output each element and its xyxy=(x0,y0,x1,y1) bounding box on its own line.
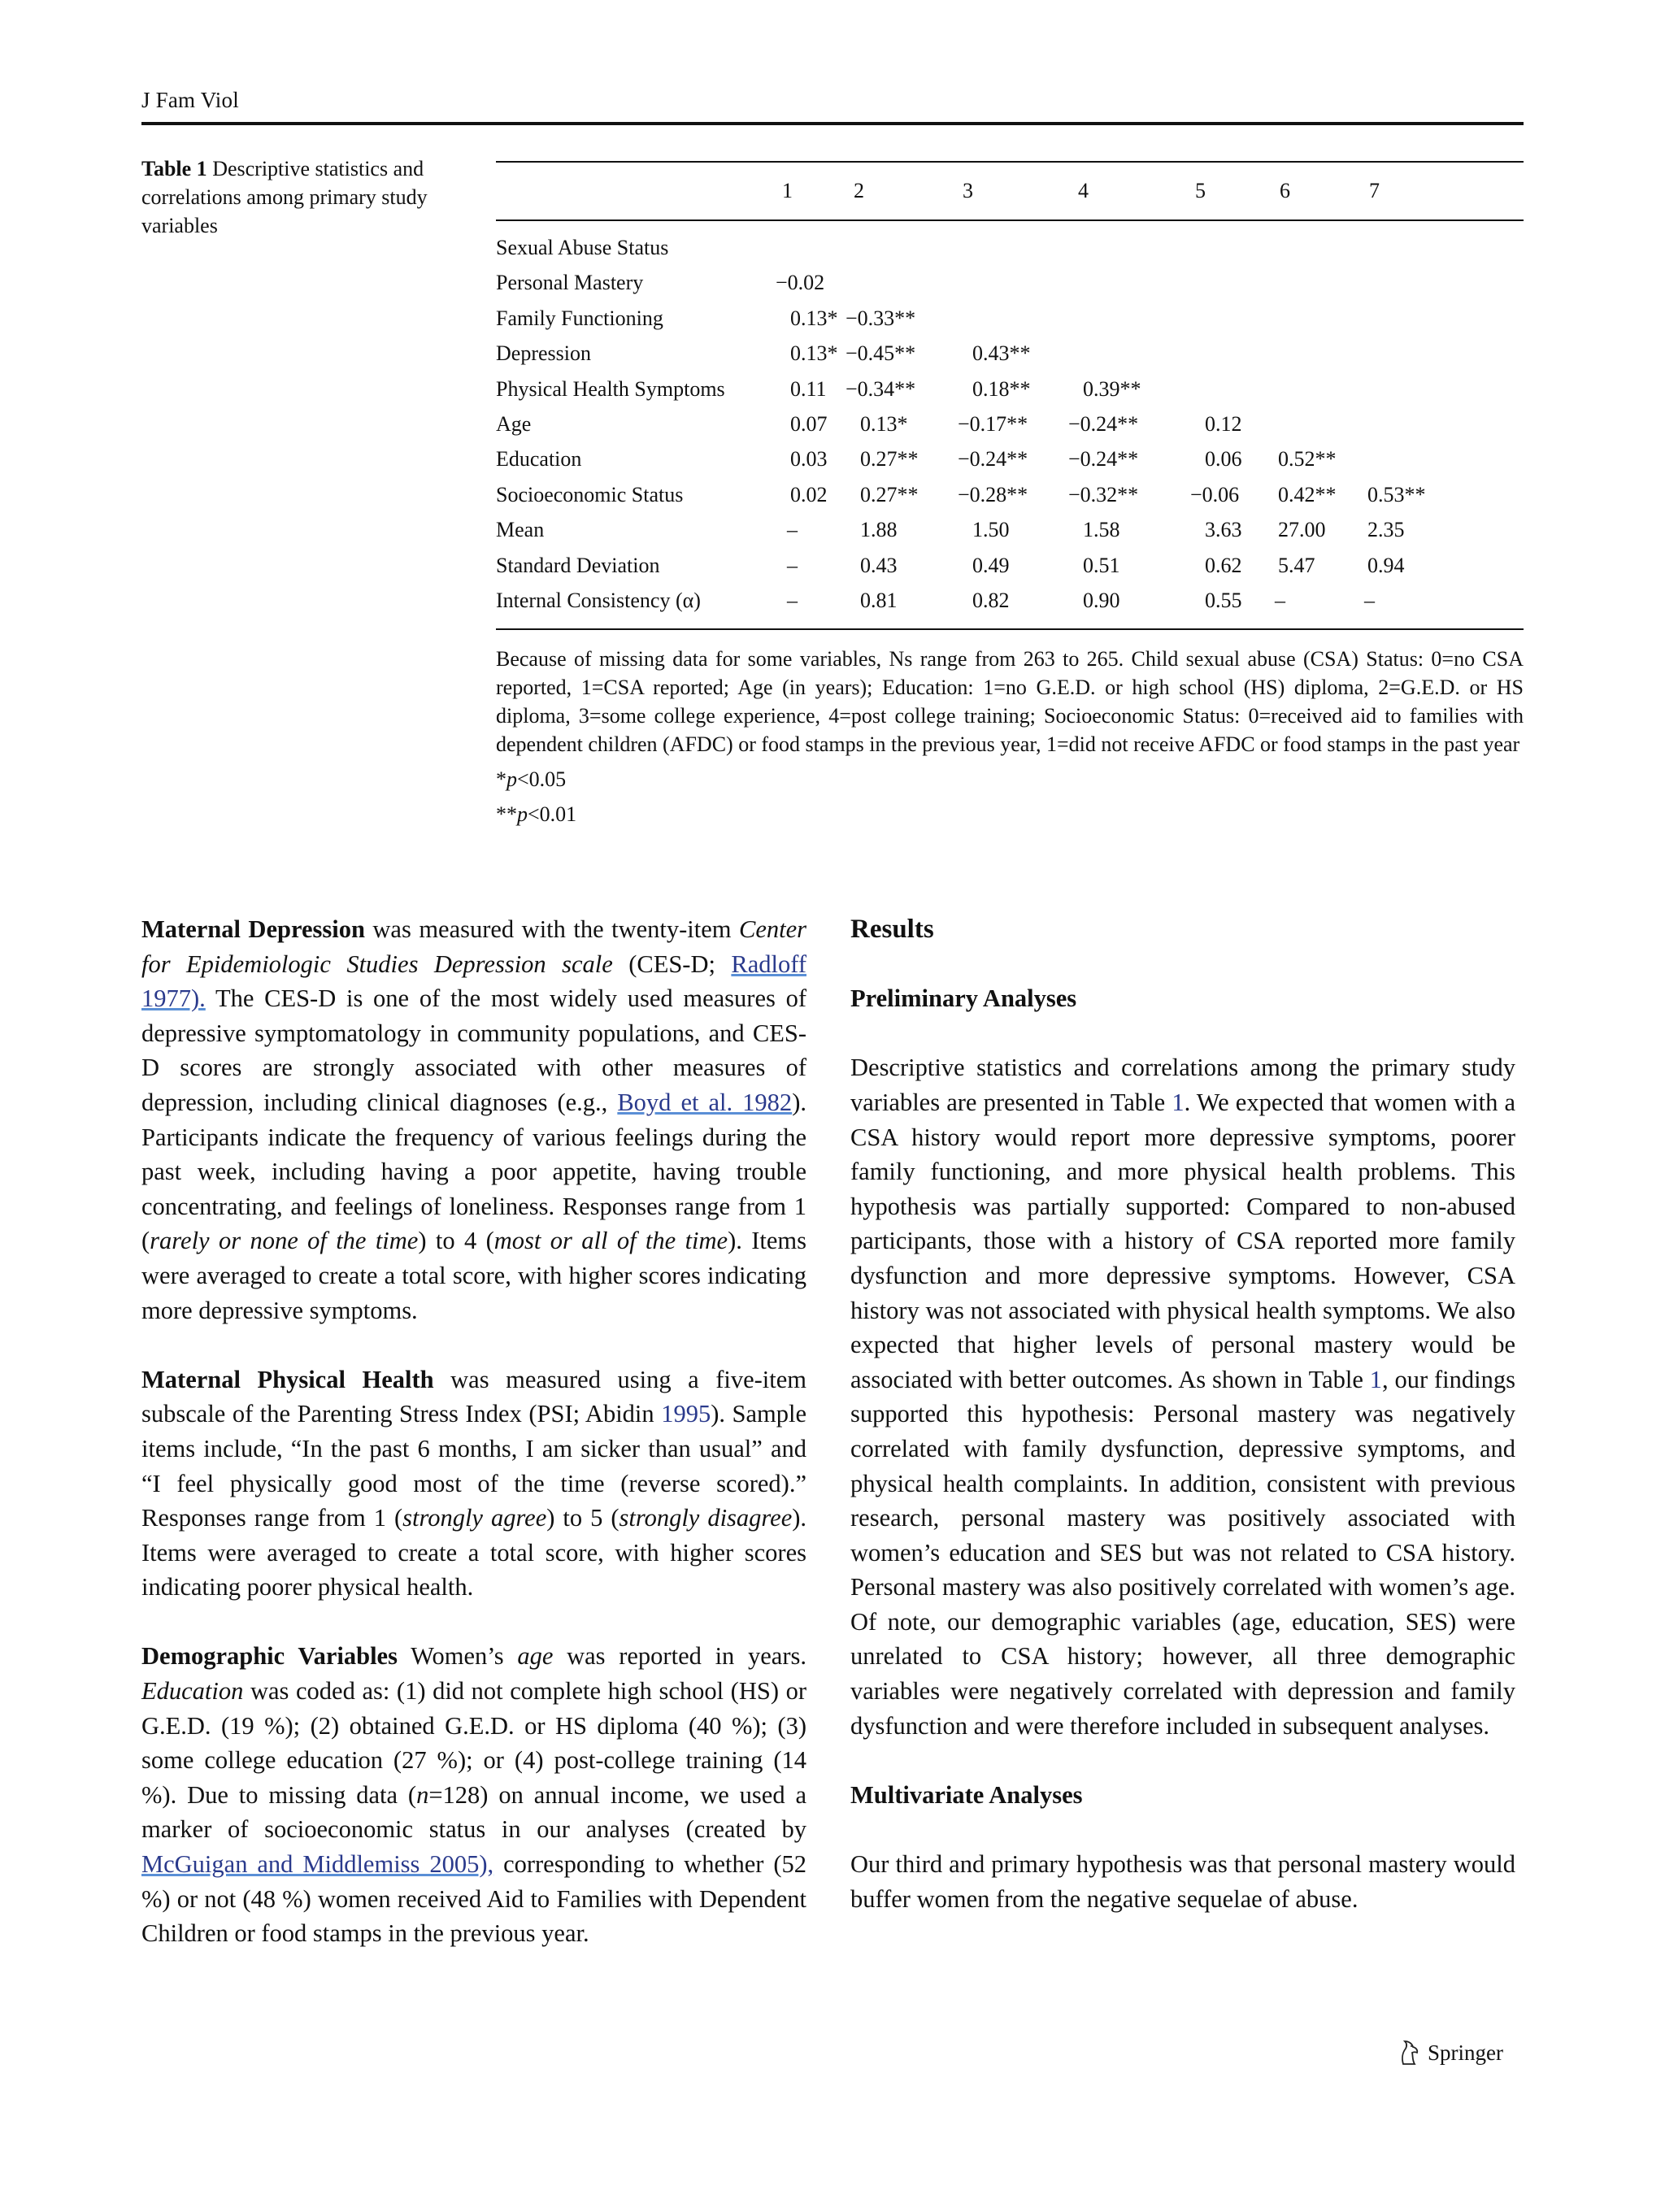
table-col-header-2: 2 xyxy=(854,179,864,202)
table-cell: 0.13* xyxy=(860,411,908,436)
table-cell: 0.81 xyxy=(860,588,898,612)
paragraph-preliminary-analyses: Descriptive statistics and correlations among the primary study variables are presented in Table 1. We expected that women with a CSA history would report more depressive symptoms, poorer family functioning, and more physical health problems. This hypothesis was partially supported: Compared to non-abused participants, those with a history of CSA reported more family dysfunction and more depressive symptoms. However, CSA history was not associated with physical health symptoms. We also expected that higher levels of personal mastery would be associated with better outcomes. As shown in Table 1, our findings supported this hypothesis: Personal mastery was negatively correlated with family dysfunction, depressive symptoms, and physical health complaints. In addition, consistent with previous research, personal mastery was positively associated with women’s education and SES but was not related to CSA history. Personal mastery was also positively correlated with women’s age. Of note, our demographic variables (age, education, SES) were unrelated to CSA history; however, all three demographic variables were negatively correlated with depression and family dysfunction and were therefore included in subsequent analyses. xyxy=(850,1054,1515,1740)
table-cell: 3.63 xyxy=(1205,518,1242,542)
table-note: Because of missing data for some variables, Ns range from 263 to 265. Child sexual abuse (CSA) Status: 0=no CSA reported, 1=CSA reported; Age (in years); Education: 1=no G.E.D. or high school (HS) diploma, 2=G.E.D. or HS diploma, 3=some college experience, 4=post college training; Socioeconomic Status: 0=received aid to families with dependent children (AFDC) or food stamps in the previous year, 1=did not receive AFDC or food stamps in the past year xyxy=(496,647,1524,757)
table-row-label: Depression xyxy=(496,341,591,366)
table-row xyxy=(496,266,1524,301)
paragraph-multivariate-analyses: Our third and primary hypothesis was that personal mastery would buffer women from the negative sequelae of abuse. xyxy=(850,1850,1515,1913)
table-cell: – xyxy=(787,518,798,542)
subsection-heading-preliminary: Preliminary Analyses xyxy=(850,984,1077,1013)
table-cell: 0.13* xyxy=(790,306,838,330)
citation-link-abidin[interactable]: 1995 xyxy=(661,1400,711,1428)
table-cell: −0.45** xyxy=(846,341,916,366)
table-cell: −0.06 xyxy=(1190,482,1240,506)
table-col-header-7: 7 xyxy=(1369,179,1380,202)
table-row-label: Education xyxy=(496,447,582,472)
table-row xyxy=(496,231,1524,266)
table-ref-link-2[interactable]: 1 xyxy=(1369,1365,1382,1393)
significance-note-2: **p<0.01 xyxy=(496,802,577,827)
table-cell: 1.50 xyxy=(972,518,1010,542)
table-1 xyxy=(496,161,1524,828)
table-col-header-4: 4 xyxy=(1078,179,1089,202)
table-cell: 0.82 xyxy=(972,588,1010,612)
table-cell: 5.47 xyxy=(1278,553,1315,577)
table-row xyxy=(496,442,1524,477)
table-cell: 0.27** xyxy=(860,447,919,472)
citation-link-boyd[interactable]: Boyd et al. 1982 xyxy=(617,1088,793,1116)
table-ref-link-1[interactable]: 1 xyxy=(1172,1088,1185,1116)
table-cell: 0.90 xyxy=(1083,588,1120,612)
table-row xyxy=(496,302,1524,337)
section-heading-results: Results xyxy=(850,915,934,944)
table-cell: 0.49 xyxy=(972,553,1010,577)
table-cell: 0.02 xyxy=(790,482,828,506)
header-rule xyxy=(141,122,1524,125)
table-row xyxy=(496,407,1524,442)
table-row-label: Socioeconomic Status xyxy=(496,482,684,506)
table-row-label: Mean xyxy=(496,518,545,542)
table-cell: −0.32** xyxy=(1068,482,1139,506)
table-cell: −0.02 xyxy=(776,271,825,295)
table-cell: 0.06 xyxy=(1205,447,1242,472)
table-cell: 0.52** xyxy=(1278,447,1337,472)
subsection-heading-multivariate: Multivariate Analyses xyxy=(850,1780,1083,1809)
table-cell: 0.43** xyxy=(972,341,1031,366)
table-cell: −0.33** xyxy=(846,306,916,330)
table-cell: 0.94 xyxy=(1367,553,1405,577)
correlation-table xyxy=(496,163,1524,630)
table-cell: 2.35 xyxy=(1367,518,1405,542)
table-row-label: Personal Mastery xyxy=(496,271,644,295)
table-cell: 0.39** xyxy=(1083,376,1141,401)
significance-note-1: *p<0.05 xyxy=(496,767,567,792)
table-header-row xyxy=(496,163,1524,219)
paragraph-maternal-physical-health: Maternal Physical Health was measured using a five-item subscale of the Parenting Stress Index (PSI; Abidin 1995). Sample items include, “In the past 6 months, I am sicker than usual” and “I feel physically good most of the time (reverse scored).” Responses range from 1 (strongly agree) to 5 (strongly disagree). Items were averaged to create a total score, with higher scores indicating poorer physical health. xyxy=(141,1365,807,1601)
left-column xyxy=(141,912,806,1985)
table-cell: – xyxy=(787,588,798,612)
table-row-label: Age xyxy=(496,411,532,436)
table-cell: 0.53** xyxy=(1367,482,1426,506)
table-cell: – xyxy=(787,553,798,577)
table-cell: −0.24** xyxy=(1068,447,1139,472)
paragraph-maternal-depression: Maternal Depression was measured with the twenty-item Center for Epidemiologic Studies Depression scale (CES-D; Radloff 1977). The CES-D is one of the most widely used measures of depressive symptomatology in community populations, and CES-D scores are strongly associated with other measures of depression, including clinical diagnoses (e.g., Boyd et al. 1982). Participants indicate the frequency of various feelings during the past week, including having a poor appetite, having trouble concentrating, and feelings of loneliness. Responses range from 1 (rarely or none of the time) to 4 (most or all of the time). Items were averaged to create a total score, with higher scores indicating more depressive symptoms. xyxy=(141,915,807,1324)
table-row-label: Standard Deviation xyxy=(496,553,660,577)
table-cell: 0.13* xyxy=(790,341,838,366)
table-cell: −0.24** xyxy=(958,447,1028,472)
table-cell: 0.11 xyxy=(790,376,827,401)
running-head: J Fam Viol xyxy=(141,88,239,112)
table-row xyxy=(496,584,1524,619)
table-cell: −0.34** xyxy=(846,376,916,401)
table-row xyxy=(496,478,1524,513)
right-column xyxy=(850,912,1515,1951)
table-cell: 0.03 xyxy=(790,447,828,472)
table-caption-text: Descriptive statistics and correlations among primary study variables xyxy=(141,157,428,237)
table-cell: 0.51 xyxy=(1083,553,1120,577)
table-cell: 0.18** xyxy=(972,376,1031,401)
table-row xyxy=(496,513,1524,548)
table-caption-label: Table 1 xyxy=(141,157,207,180)
springer-horse-icon xyxy=(1397,2039,1421,2066)
table-row-label: Physical Health Symptoms xyxy=(496,376,725,401)
citation-link-radloff[interactable]: Radloff 1977). xyxy=(141,950,806,1013)
table-col-header-5: 5 xyxy=(1195,179,1206,202)
table-cell: −0.24** xyxy=(1068,411,1139,436)
table-col-header-3: 3 xyxy=(963,179,973,202)
paragraph-demographic-variables: Demographic Variables Women’s age was reported in years. Education was coded as: (1) did not complete high school (HS) or G.E.D. (19 %); (2) obtained G.E.D. or HS diploma (40 %); (3) some college education (27 %); or (4) post-college training (14 %). Due to missing data (n=128) on annual income, we used a marker of socioeconomic status in our analyses (created by McGuigan and Middlemiss 2005), corresponding to whether (52 %) or not (48 %) women received Aid to Families with Dependent Children or food stamps in the previous year. xyxy=(141,1642,807,1948)
table-cell: 0.62 xyxy=(1205,553,1242,577)
table-row xyxy=(496,372,1524,407)
table-row-label: Sexual Abuse Status xyxy=(496,236,669,259)
table-cell: −0.28** xyxy=(958,482,1028,506)
table-row-label: Family Functioning xyxy=(496,306,663,330)
table-cell: 0.55 xyxy=(1205,588,1242,612)
table-cell: 1.58 xyxy=(1083,518,1120,542)
publisher-name: Springer xyxy=(1428,2040,1503,2065)
table-body xyxy=(496,221,1524,628)
table-col-header-1: 1 xyxy=(782,179,793,202)
table-row xyxy=(496,549,1524,584)
table-cell: −0.17** xyxy=(958,411,1028,436)
table-cell: 0.12 xyxy=(1205,411,1242,436)
table-col-header-6: 6 xyxy=(1280,179,1290,202)
table-cell: 1.88 xyxy=(860,518,898,542)
table-row xyxy=(496,337,1524,372)
table-cell: 0.43 xyxy=(860,553,898,577)
table-cell: 0.27** xyxy=(860,482,919,506)
publisher-logo xyxy=(1397,2039,1503,2066)
table-cell: – xyxy=(1275,588,1285,612)
table-bottom-rule xyxy=(496,628,1524,630)
table-caption xyxy=(141,154,450,240)
table-cell: – xyxy=(1364,588,1375,612)
citation-link-mcguigan[interactable]: McGuigan and Middlemiss 2005), xyxy=(141,1850,494,1879)
table-cell: 27.00 xyxy=(1278,518,1326,542)
table-row-label: Internal Consistency (α) xyxy=(496,588,701,612)
table-cell: 0.42** xyxy=(1278,482,1337,506)
table-cell: 0.07 xyxy=(790,411,828,436)
